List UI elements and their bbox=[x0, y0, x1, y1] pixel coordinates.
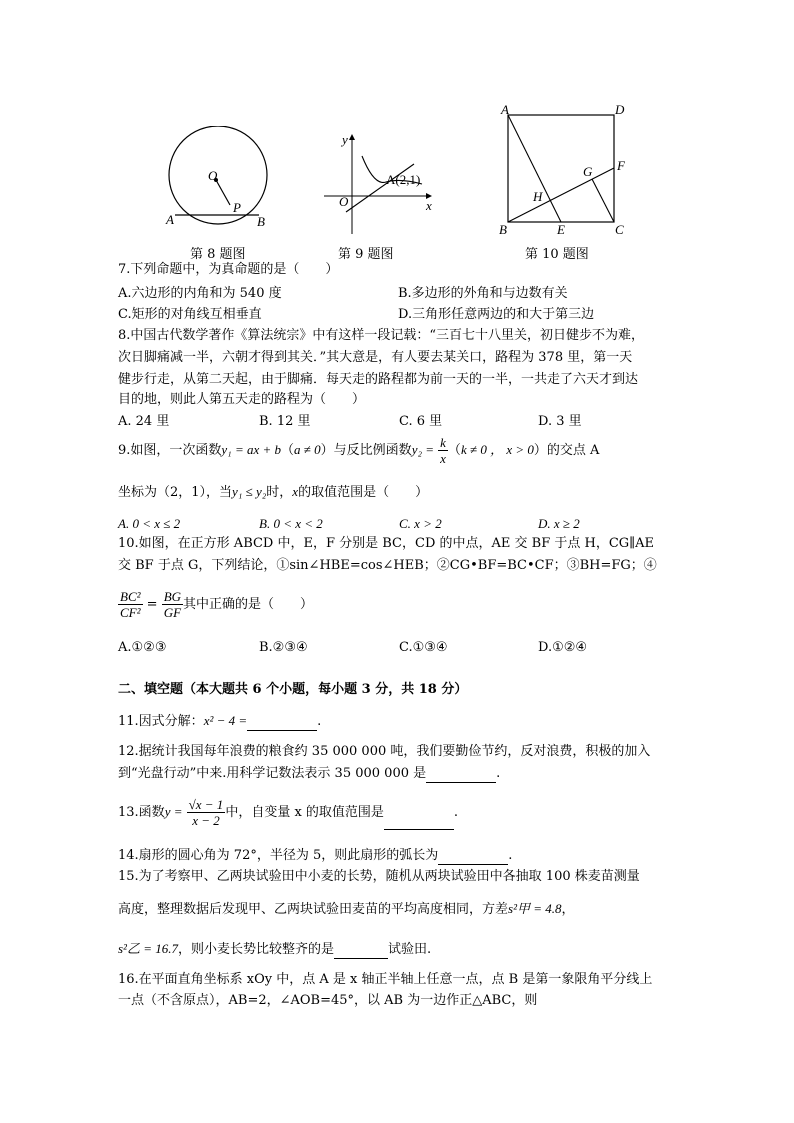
q9-frac-den: x bbox=[440, 451, 446, 466]
q10-option-b: B.②③④ bbox=[259, 640, 308, 655]
q14-answer-blank[interactable] bbox=[438, 850, 508, 865]
y-axis-arrow bbox=[349, 134, 355, 140]
q11-text: 11.因式分解： bbox=[118, 714, 204, 729]
figure-8-caption: 第 8 题图 bbox=[190, 247, 246, 262]
q8-line-3: 健步行走，从第二天起，由于脚痛．每天走的路程都为前一天的一半，一共走了六天才到达 bbox=[118, 372, 639, 387]
q8-line-1: 8.中国古代数学著作《算法统宗》中有这样一段记载：“三百七十八里关，初日健步不为难， bbox=[118, 328, 645, 343]
q12-end: . bbox=[496, 766, 501, 781]
q10-line-3 bbox=[118, 588, 313, 622]
q9-cond-k: k ≠ 0 ， x > 0 bbox=[460, 442, 534, 457]
q7-option-b: B.多边形的外角和与边数有关 bbox=[398, 286, 568, 301]
q9-option-b: B. 0 < x < 2 bbox=[259, 516, 323, 531]
q13-text-b: 中，自变量 x 的取值范围是 bbox=[225, 805, 384, 820]
q7-option-d: D.三角形任意两边的和大于第三边 bbox=[398, 307, 595, 322]
q13 bbox=[118, 795, 458, 830]
q15-line-3 bbox=[118, 940, 431, 959]
q9-line2-x: x bbox=[292, 484, 299, 499]
q10-option-d: D.①②④ bbox=[538, 640, 588, 655]
label-e: E bbox=[557, 222, 565, 236]
q10-frac1-den: CF² bbox=[120, 605, 141, 620]
label-g: G bbox=[583, 164, 593, 179]
q9-line-1 bbox=[118, 433, 599, 468]
q9-line2-c: 的取值范围是（ ） bbox=[298, 485, 429, 500]
q11-answer-blank[interactable] bbox=[247, 716, 317, 731]
segment-cg bbox=[592, 179, 614, 222]
label-b: B bbox=[257, 214, 265, 229]
square-abcd bbox=[508, 115, 614, 222]
q9-line-2 bbox=[118, 483, 428, 502]
q15-variance-yi: s²乙 = 16.7 bbox=[118, 941, 178, 956]
q9-cond-a: a ≠ 0 bbox=[294, 442, 321, 457]
q8-line-2: 次日脚痛减一半，六朝才得到其关．”其大意是，有人要去某关口，路程为 378 里，第一天 bbox=[118, 350, 633, 365]
q15-variance-jia: s²甲 = 4.8 bbox=[508, 901, 562, 916]
q9-text-3: ）与反比例函数 bbox=[320, 443, 412, 458]
label-d: D bbox=[615, 102, 625, 117]
q9-text-1: 9.如图，一次函数 bbox=[118, 443, 222, 458]
q13-frac-den: x − 2 bbox=[192, 813, 220, 828]
label-f: F bbox=[617, 158, 625, 173]
q7-stem: 7.下列命题中，为真命题的是（ ） bbox=[118, 262, 339, 277]
q8-option-b: B. 12 里 bbox=[259, 414, 311, 429]
q13-answer-blank[interactable] bbox=[384, 815, 454, 830]
q10-frac2-num: BG bbox=[163, 589, 182, 604]
q13-end: . bbox=[453, 805, 459, 820]
q12-line-2 bbox=[118, 765, 500, 783]
q13-text-a: 13.函数 bbox=[118, 805, 165, 820]
label-h: H bbox=[533, 189, 543, 204]
q10-fraction-2 bbox=[162, 589, 183, 620]
figure-10-square bbox=[495, 100, 635, 236]
q10-fraction-1 bbox=[118, 589, 143, 620]
label-p: P bbox=[233, 200, 241, 215]
q16-line-1: 16.在平面直角坐标系 xOy 中，点 A 是 x 轴正半轴上任意一点，点 B 是第一象限角平分线上 bbox=[118, 972, 653, 987]
label-x: x bbox=[426, 198, 432, 213]
q9-text-4: （ bbox=[447, 443, 461, 458]
q7-option-c: C.矩形的对角线互相垂直 bbox=[118, 307, 262, 322]
q11-end: . bbox=[317, 714, 322, 729]
q8-option-a: A. 24 里 bbox=[118, 414, 170, 429]
q9-fraction bbox=[438, 435, 448, 466]
label-c: C bbox=[615, 222, 624, 236]
q9-line2-formula: y₁ ≤ y₂ bbox=[232, 484, 267, 499]
q9-option-d: D. x ≥ 2 bbox=[538, 516, 580, 531]
q7-option-a: A.六边形的内角和为 540 度 bbox=[118, 286, 282, 301]
label-o: O bbox=[208, 168, 218, 183]
q10-option-a: A.①②③ bbox=[118, 640, 167, 655]
q15-answer-blank[interactable] bbox=[334, 944, 388, 959]
q15-line-2-end: ， bbox=[561, 902, 575, 917]
q13-y: y = bbox=[164, 804, 183, 819]
q12-line-1: 12.据统计我国每年浪费的粮食约 35 000 000 吨，我们要勤俭节约，反对浪费，积极的加入 bbox=[118, 744, 651, 759]
segment-bf bbox=[508, 168, 614, 222]
q9-text-5: ）的交点 A bbox=[533, 443, 600, 458]
q10-frac1-num: BC² bbox=[120, 589, 141, 604]
label-a: A(2,1) bbox=[386, 172, 421, 187]
q15-line-2 bbox=[118, 900, 575, 919]
q9-frac-num: k bbox=[440, 435, 446, 450]
q15-line-3-end: 试验田. bbox=[388, 942, 432, 957]
q13-frac-num: √x − 1 bbox=[188, 797, 224, 812]
q14 bbox=[118, 847, 512, 865]
q12-answer-blank[interactable] bbox=[426, 768, 496, 783]
q9-linear-formula: y₁ = ax + b bbox=[221, 442, 282, 457]
label-a: A bbox=[166, 212, 174, 227]
figure-9-graph bbox=[322, 126, 442, 236]
q9-text-2: （ bbox=[281, 443, 295, 458]
q16-line-2: 一点（不含原点），AB=2，∠AOB=45°，以 AB 为一边作正△ABC，则 bbox=[118, 993, 538, 1008]
segment-ae bbox=[508, 115, 561, 222]
section-2-heading: 二、填空题（本大题共 6 个小题，每小题 3 分，共 18 分） bbox=[118, 682, 468, 697]
segment-op bbox=[216, 180, 230, 205]
q9-line2-a: 坐标为（2，1），当 bbox=[118, 485, 233, 500]
q15-line-3-text: ，则小麦长势比较整齐的是 bbox=[177, 942, 334, 957]
q10-option-c: C.①③④ bbox=[399, 640, 448, 655]
q9-inverse-lhs: y₂ = bbox=[411, 442, 434, 457]
q11-formula: x² − 4 = bbox=[203, 713, 248, 728]
q10-line-1: 10.如图，在正方形 ABCD 中，E，F 分别是 BC，CD 的中点，AE 交 BF 于点 H，CG∥AE bbox=[118, 536, 655, 551]
q14-text: 14.扇形的圆心角为 72°，半径为 5，则此扇形的弧长为 bbox=[118, 848, 439, 863]
figure-9-caption: 第 9 题图 bbox=[338, 247, 394, 262]
q10-equals: = bbox=[146, 597, 158, 612]
q8-option-d: D. 3 里 bbox=[538, 414, 582, 429]
circle-o bbox=[169, 126, 267, 224]
q11 bbox=[118, 712, 321, 731]
q8-option-c: C. 6 里 bbox=[399, 414, 443, 429]
q14-end: . bbox=[508, 848, 513, 863]
q13-fraction bbox=[187, 797, 226, 828]
q9-option-a: A. 0 < x ≤ 2 bbox=[118, 516, 181, 531]
q12-line-2-text: 到“光盘行动”中来.用科学记数法表示 35 000 000 是 bbox=[118, 766, 427, 781]
label-y: y bbox=[342, 132, 348, 147]
q10-frac2-den: GF bbox=[163, 605, 182, 620]
q9-line2-b: 时， bbox=[266, 485, 293, 500]
q8-line-4: 目的地，则此人第五天走的路程为（ ） bbox=[118, 392, 366, 407]
figure-10-caption: 第 10 题图 bbox=[525, 247, 589, 262]
q10-line-3-text: 其中正确的是（ ） bbox=[183, 597, 314, 612]
label-b: B bbox=[499, 222, 507, 236]
label-a: A bbox=[501, 102, 509, 117]
q15-line-2-text: 高度，整理数据后发现甲、乙两块试验田麦苗的平均高度相同，方差 bbox=[118, 902, 509, 917]
q10-line-2: 交 BF 于点 G，下列结论，①sin∠HBE=cos∠HEB；②CG•BF=BC•CF；③BH=FG；④ bbox=[118, 558, 657, 573]
label-o: O bbox=[339, 194, 349, 209]
figure-8-circle bbox=[160, 126, 280, 236]
q9-option-c: C. x > 2 bbox=[399, 516, 442, 531]
q15-line-1: 15.为了考察甲、乙两块试验田中小麦的长势，随机从两块试验田中各抽取 100 株麦苗测量 bbox=[118, 869, 640, 884]
